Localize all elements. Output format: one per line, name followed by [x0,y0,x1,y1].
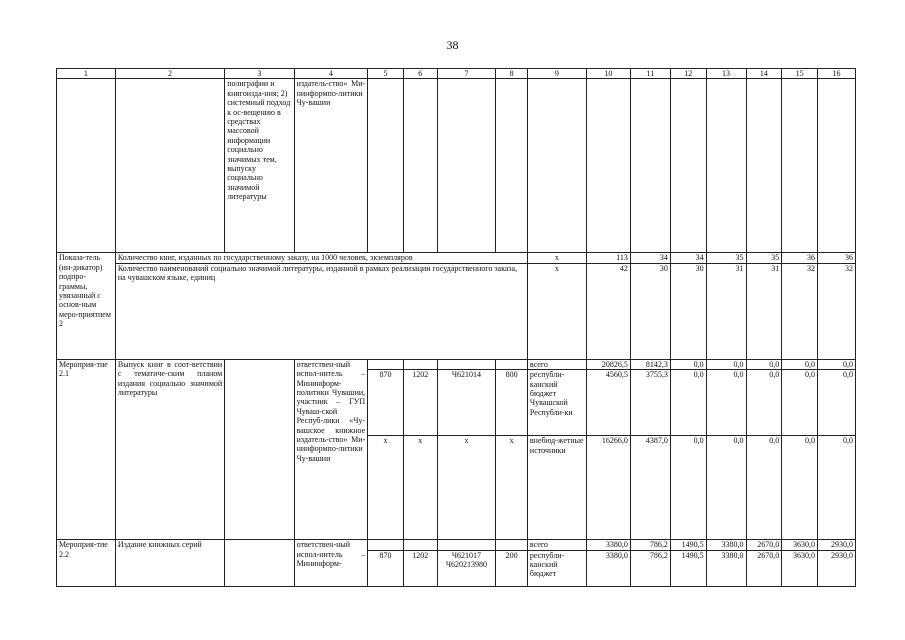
m21-name: Выпуск книг в соот-ветствии с тематиче-ским планом издания социально значимой литературы [115,359,224,539]
indicator-row [57,263,856,359]
cell: 0,0 [670,359,706,369]
cell: 0,0 [782,370,818,436]
cell: 1490,5 [670,550,706,586]
cell: 32 [817,263,855,359]
cell: Ч621017 Ч620213980 [437,550,496,586]
cell: 3380,0 [706,550,746,586]
cell: 31 [706,263,746,359]
cell: 1202 [403,550,437,586]
m21-responsible: ответствен-ный испол-нитель – Мининформ-политики Чувашии, участник – ГУП Чуваш-ской Респуб-лики «Чу-вашское книжное издатель-ство» Ми-нинформпо-литики Чу-вашии [294,359,368,539]
cell: 0,0 [817,370,855,436]
cell: 16266,0 [586,436,630,540]
indicator-label: Показа-тель (ин-дикатор) подпро-граммы, увязанный с основ-ным меро-приятием 2 [57,253,116,359]
cell: 4560,5 [586,370,630,436]
col-header: 6 [403,69,437,79]
cell: 0,0 [670,370,706,436]
cell: х [403,436,437,540]
cell: 0,0 [706,436,746,540]
m21-total-row [57,359,856,369]
col-header: 5 [368,69,404,79]
cell: х [527,263,586,359]
indicator-row [57,253,856,263]
cell: 0,0 [782,359,818,369]
cell: 2670,0 [746,540,782,550]
cell: 30 [630,263,670,359]
col-header: 4 [294,69,368,79]
cell: 1490,5 [670,540,706,550]
m22-total-row [57,540,856,550]
cell: всего [527,540,586,550]
col-header: 12 [670,69,706,79]
cell: 0,0 [746,370,782,436]
cell: 0,0 [746,359,782,369]
cell: х [496,436,528,540]
cell: 870 [368,550,404,586]
col-header: 10 [586,69,630,79]
cell: 3380,0 [586,550,630,586]
cell: 786,2 [630,540,670,550]
cell: 0,0 [746,436,782,540]
cell: 0,0 [817,436,855,540]
col-header: 15 [782,69,818,79]
cell: 34 [630,253,670,263]
cell: внебюд-жетные источники [527,436,586,540]
cell: 786,2 [630,550,670,586]
cell: республи-канский бюджет [527,550,586,586]
cell: 1202 [403,370,437,436]
cell: 36 [817,253,855,263]
col-header: 2 [115,69,224,79]
cell: 4387,0 [630,436,670,540]
cell: 800 [496,370,528,436]
cell: 0,0 [670,436,706,540]
cell: всего [527,359,586,369]
cell: 8142,3 [630,359,670,369]
cell: 0,0 [706,370,746,436]
budget-table [56,68,856,587]
cell: 34 [670,253,706,263]
cell: 0,0 [706,359,746,369]
cell: 0,0 [817,359,855,369]
cell: 36 [782,253,818,263]
cell: 870 [368,370,404,436]
column-number-row [57,69,856,79]
col-header: 7 [437,69,496,79]
cell: х [368,436,404,540]
col-header: 11 [630,69,670,79]
cell: 3380,0 [706,540,746,550]
col-header: 16 [817,69,855,79]
indicator-text: Количество наименований социально значимой литературы, изданной в рамках реализации государственного заказа, на чувашском языке, единиц [115,263,527,359]
cont-col4: издатель-ство» Ми-нинформпо-литики Чу-вашии [294,79,368,253]
cell: 2930,0 [817,540,855,550]
cell: х [527,253,586,263]
indicator-text: Количество книг, изданных по государственному заказу, на 1000 человек, экземпляров [115,253,527,263]
cell: 42 [586,263,630,359]
cont-col3: полиграфии и книгоизда-ния; 2) системный подход к ос-вещению в средствах массовой информации социально значимых тем, выпуску социально значимой литературы [225,79,294,253]
m22-responsible: ответствен-ный испол-нитель – Мининформ- [294,540,368,586]
cell: 35 [706,253,746,263]
cell: 3380,0 [586,540,630,550]
cell: 2930,0 [817,550,855,586]
m22-label: Мероприя-тие 2.2 [57,540,116,586]
col-header: 13 [706,69,746,79]
col-header: 9 [527,69,586,79]
cell: 113 [586,253,630,263]
cell: 3630,0 [782,550,818,586]
cell: 20826,5 [586,359,630,369]
continuation-row [57,79,856,253]
cell: Ч621014 [437,370,496,436]
m22-name: Издание книжных серий [115,540,224,586]
cell: 200 [496,550,528,586]
page-number: 38 [446,38,459,52]
cell: 30 [670,263,706,359]
cell: республи-канский бюджет Чувашской Республи-ки [527,370,586,436]
col-header: 14 [746,69,782,79]
col-header: 1 [57,69,116,79]
cell: 2670,0 [746,550,782,586]
cell: 3755,3 [630,370,670,436]
cell: 3630,0 [782,540,818,550]
cell: 32 [782,263,818,359]
col-header: 8 [496,69,528,79]
cell: 0,0 [782,436,818,540]
cell: 35 [746,253,782,263]
m21-label: Мероприя-тие 2.1 [57,359,116,539]
cell: 31 [746,263,782,359]
cell: х [437,436,496,540]
col-header: 3 [225,69,294,79]
